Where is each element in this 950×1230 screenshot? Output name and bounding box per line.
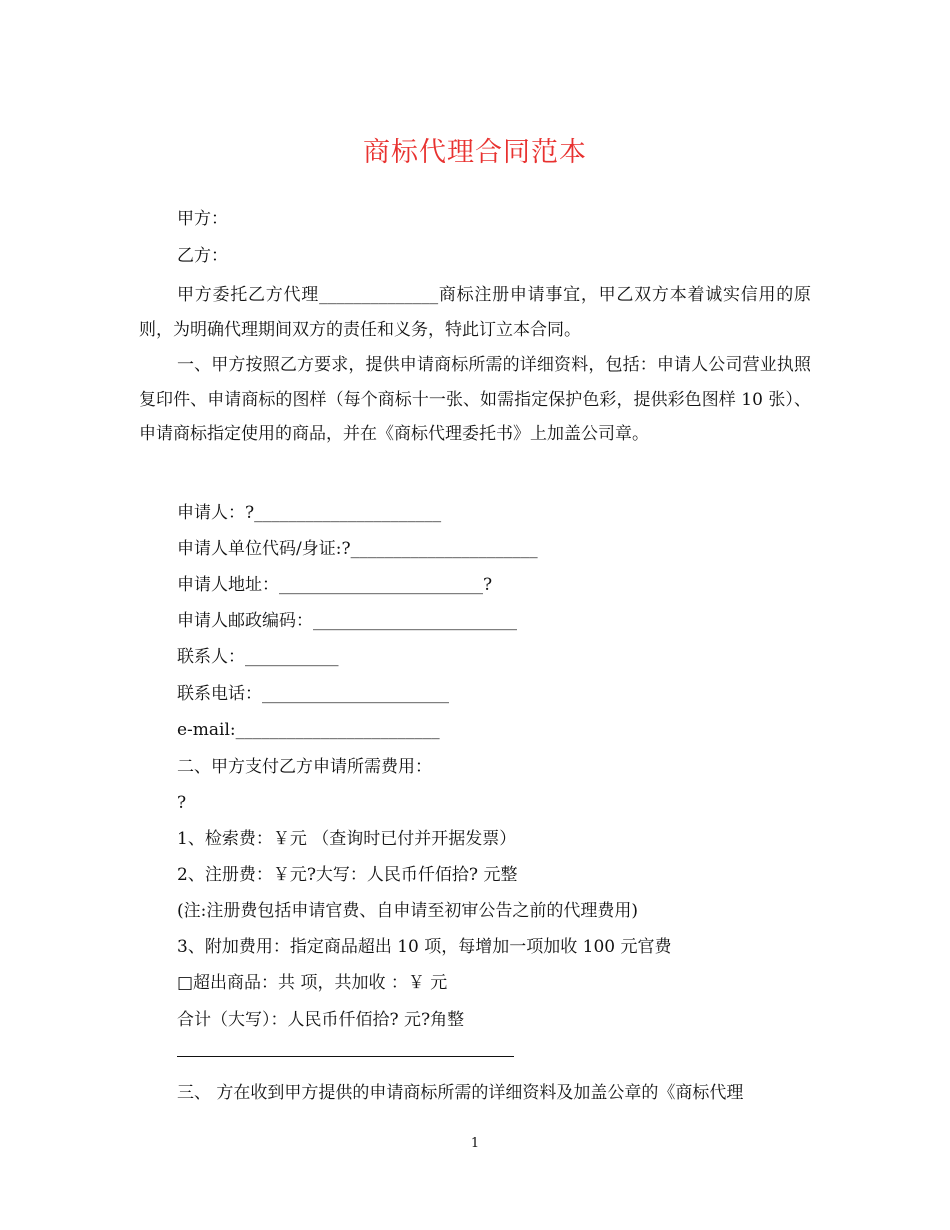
- signature-rule: [177, 1056, 514, 1057]
- applicant-code-line: 申请人单位代码/身证:?______________________: [177, 539, 538, 559]
- clause-3-line: 三、 方在收到甲方提供的申请商标所需的详细资料及加盖公章的《商标代理: [177, 1083, 744, 1103]
- fee-1-line: 1、检索费：￥元 （查询时已付并开据发票）: [177, 829, 517, 849]
- question-mark-line: ?: [177, 793, 187, 813]
- clause-2-line: 二、甲方支付乙方申请所需费用：: [177, 757, 432, 777]
- contact-line: 联系人：___________: [177, 647, 339, 667]
- applicant-line: 申请人：?______________________: [177, 503, 442, 523]
- email-line: e-mail:________________________: [177, 720, 440, 740]
- note-line: (注:注册费包括申请官费、自申请至初审公告之前的代理费用): [177, 901, 638, 921]
- total-line: 合计（大写）：人民币仟佰拾? 元?角整: [177, 1010, 465, 1030]
- page-number: 1: [470, 1136, 480, 1151]
- party-b-line: 乙方：: [177, 246, 228, 266]
- applicant-address-line: 申请人地址：________________________?: [177, 575, 493, 595]
- clause-1-paragraph: 一、甲方按照乙方要求，提供申请商标所需的详细资料，包括：申请人公司营业执照复印件、申请商标的图样（每个商标十一张、如需指定保护色彩，提供彩色图样 10 张）、申请商标指定使用的商品，并在《商标代理委托书》上加盖公司章。: [139, 355, 811, 444]
- fee-2-line: 2、注册费：￥元?大写：人民币仟佰拾? 元整: [177, 865, 518, 885]
- phone-line: 联系电话：______________________: [177, 684, 449, 704]
- fee-3-line: 3、附加费用：指定商品超出 10 项，每增加一项加收 100 元官费: [177, 937, 672, 957]
- intro-paragraph: 甲方委托乙方代理______________商标注册申请事宜，甲乙双方本着诚实信用的原则，为明确代理期间双方的责任和义务，特此订立本合同。: [139, 285, 811, 340]
- applicant-postcode-line: 申请人邮政编码：________________________: [177, 611, 517, 631]
- party-a-line: 甲方：: [177, 209, 228, 229]
- document-title: 商标代理合同范本: [363, 137, 587, 168]
- extra-goods-line: □超出商品：共 项，共加收 ：￥ 元: [177, 973, 448, 993]
